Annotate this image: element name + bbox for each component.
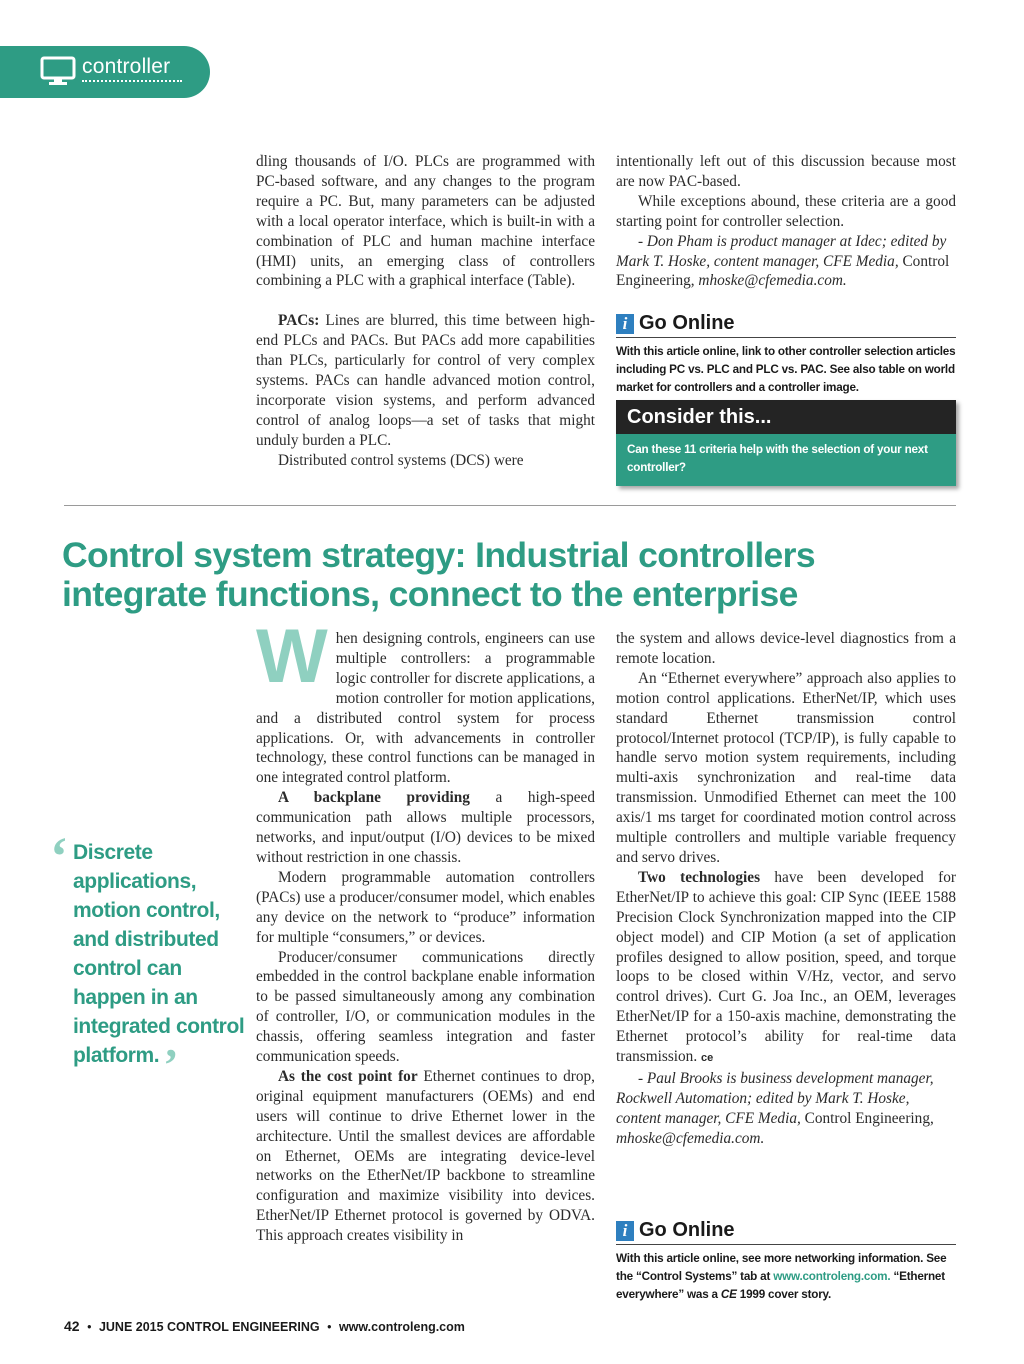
consider-this-title: Consider this... [616,400,956,434]
issue-label: JUNE 2015 CONTROL ENGINEERING [98,1320,320,1334]
page-footer: 42 • JUNE 2015 CONTROL ENGINEERING • www.controleng.com [64,1318,465,1334]
drop-cap: W [256,614,328,699]
top-column-left [256,152,595,471]
pull-quote-text: Discrete applications, motion control, and distributed control can happen in an integrated control platform.’ [73,841,245,1090]
go-online-heading [616,312,956,338]
paragraph: the system and allows device-level diagnostics from a remote location. [616,630,956,667]
footer-url[interactable]: www.controleng.com [338,1320,465,1334]
go-online-text: With this article online, see more networking information. See the “Control Systems” tab at www.controleng.com. “Ethernet everywhere” was a CE 1999 cover story. [616,1252,947,1301]
go-online-heading [616,1219,956,1245]
paragraph-pacs: PACs: Lines are blurred, this time between high-end PLCs and PACs. But PACs add more capabilities than PLCs, particularly for control of very complex systems. PACs can handle advanced motion control, incorporate vision systems, and perform advanced control of analog loops—a set of tasks that might unduly burden a PLC. [256,312,595,449]
end-mark: ce [701,1052,714,1065]
go-online-text: With this article online, link to other controller selection articles including PC vs. PLC and PLC vs. PAC. See also table on world market for controllers and a controller image. [616,345,956,394]
go-online-title: Go Online [639,1219,735,1241]
article-column-right [616,629,956,1149]
article-headline: Control system strategy: Industrial controllers integrate functions, connect to the enterprise [62,535,815,614]
paragraph: As the cost point for Ethernet continues to drop, original equipment manufacturers (OEMs) and end users will continue to drive Ethernet lower in the architecture. Until the smallest devices are affordable on Ethernet, OEMs are integrating device-level networks on the EtherNet/IP backbone to streamline configuration and maximize visibility into devices. EtherNet/IP Ethernet protocol is governed by ODVA. This approach creates visibility in [256,1067,595,1245]
top-column-right [616,152,956,291]
section-tab [0,46,210,98]
page-number: 42 [64,1318,80,1334]
paragraph: intentionally left out of this discussion because most are now PAC-based. [616,153,956,190]
website-link[interactable]: www.controleng.com. [773,1270,891,1283]
consider-this-text: Can these 11 criteria help with the selection of your next controller? [616,434,956,486]
paragraph: Producer/consumer communications directly embedded in the control backplane enable information to be passed simultaneously among any combination of controller, I/O, or communication modules in the chassis, offering seamless integration and faster communication speeds. [256,948,595,1066]
info-icon: i [616,314,634,334]
monitor-icon [40,56,76,86]
author-credit: - Paul Brooks is business development manager, Rockwell Automation; edited by Mark T. Hoske, content manager, CFE Media, Control Engineering, mhoske@cfemedia.com. [616,1069,934,1147]
paragraph: While exceptions abound, these criteria are a good starting point for controller selection. [616,192,956,230]
paragraph: Modern programmable automation controllers (PACs) use a producer/consumer model, which enables any device on the network to “produce” information for multiple “consumers,” or devices. [256,868,595,946]
section-label: controller [82,55,171,78]
article-column-left [256,614,595,1246]
go-online-box [616,1219,956,1304]
info-icon: i [616,1221,634,1241]
section-label-underline [82,80,182,82]
run-in-head: PACs: [278,312,320,330]
paragraph: An “Ethernet everywhere” approach also applies to motion control applications. EtherNet/IP, which uses standard Ethernet transmission control protocol/Internet protocol (TCP/IP), is fully capable to handle servo motion system requirements, including multi-axis synchronization and real-time data transmission. Unmodified Ethernet can meet the 100 axis/1 ms target for coordinated motion control across multiple controllers and multiple variable frequency and servo drives. [616,669,956,866]
close-quote-mark: ’ [163,1039,179,1090]
go-online-box [616,312,956,397]
paragraph: Two technologies have been developed for EtherNet/IP to achieve this goal: CIP Sync (IEEE 1588 Precision Clock Synchronization mapped into the CIP object model) and CIP Motion (a set of application profiles designed to allow position, speed, and torque loops to be closed within V/Hz, vector, and servo control drives). Curt G. Joa Inc., an OEM, leverages EtherNet/IP for a 150-axis machine, demonstrating the Ethernet protocol’s ability for real-time data transmission. ce [616,868,957,1066]
consider-this-box [616,400,956,486]
paragraph-dcs: Distributed control systems (DCS) were [278,451,524,469]
go-online-title: Go Online [639,312,735,334]
paragraph: A backplane providing a high-speed communication path allows multiple processors, networks, and input/output (I/O) devices to be mixed without restriction in one chassis. [256,789,595,866]
open-quote-mark: ‘ [50,826,68,886]
article-divider [64,505,956,506]
author-credit: - Don Pham is product manager at Idec; edited by Mark T. Hoske, content manager, CFE Media, Control Engineering, mhoske@cfemedia.com. [616,232,950,290]
paragraph: dling thousands of I/O. PLCs are programmed with PC-based software, and any changes to the program require a PC. But, many parameters can be adjusted with a local operator interface, which is built-in with a combination of PLC and human machine interface (HMI) units, an emerging class of controllers combining a PLC with a graphical interface (Table). [256,153,595,290]
paragraph-intro: When designing controls, engineers can use multiple controllers: a programmable logic controller for discrete applications, a motion controller for motion applications, and a distributed control system for process applications. Or, with advancements in controller technology, these control functions can be managed in one integrated control platform. [256,614,595,787]
